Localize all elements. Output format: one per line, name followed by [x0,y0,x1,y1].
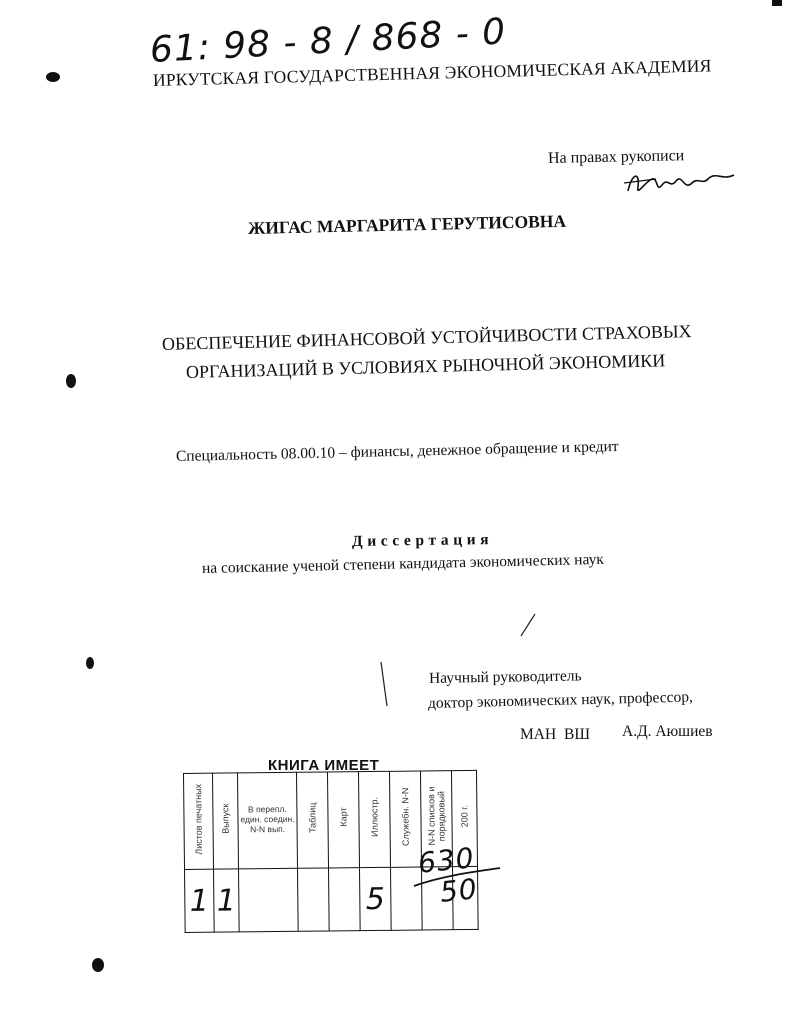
scan-scratch [375,660,395,708]
stamp-value-cell: 5 [360,867,392,930]
stamp-value-cell [298,868,330,931]
rights-note: На правах рукописи [547,147,685,167]
document-type: Диссертация [351,531,494,550]
stamp-value-cell: 1 [214,869,240,932]
handwritten-count-2: 50 [438,872,480,909]
stamp-header-cell: 200 г. [451,770,477,866]
degree-statement: на соискание ученой степени кандидата экономических наук [201,550,605,577]
stamp-header-cell: В перепл. един. соедин. N-N вып. [238,772,298,869]
stamp-title: КНИГА ИМЕЕТ [268,757,380,774]
stamp-header-cell: Таблиц [296,772,328,868]
stamp-header-cell: Иллюстр. [358,771,390,867]
institution-name: ИРКУТСКАЯ ГОСУДАРСТВЕННАЯ ЭКОНОМИЧЕСКАЯ АКАДЕМИЯ [152,55,712,90]
stamp-value-cell [239,868,299,932]
stamp-header-cell: Листов печатных [184,773,214,869]
corner-mark [772,0,782,6]
supervisor-name: А.Д. Аюшиев [622,723,713,740]
stamp-header-cell: Карт [327,772,359,868]
thesis-title-line-1: ОБЕСПЕЧЕНИЕ ФИНАНСОВОЙ УСТОЙЧИВОСТИ СТРАХОВЫХ [161,321,692,354]
signature [622,163,742,203]
punch-mark [92,958,104,972]
supervisor-affiliation: МАН ВШ [520,726,591,743]
supervisor-label: Научный руководитель [428,667,582,687]
handwritten-count-1: 630 [416,841,477,880]
punch-mark [86,657,94,669]
stamp-header-cell: N-N списков и порядковый [420,771,452,867]
stamp-header-cell: Служебн. N-N [389,771,421,867]
specialty: Специальность 08.00.10 – финансы, денежное обращение и кредит [175,437,619,465]
punch-mark [46,72,60,82]
punch-mark [66,374,76,388]
stamp-value-cell [329,868,361,931]
scan-scratch [515,612,539,638]
supervisor-degree: доктор экономических наук, профессор, [427,688,694,712]
author-name: ЖИГАС МАРГАРИТА ГЕРУТИСОВНА [247,210,567,238]
archive-code: 61: 98 - 8 / 868 - 0 [148,11,508,71]
thesis-title-line-2: ОРГАНИЗАЦИЙ В УСЛОВИЯХ РЫНОЧНОЙ ЭКОНОМИКИ [185,350,666,382]
stamp-header-cell: Выпуск [213,773,239,869]
stamp-value-cell: 1 [185,869,215,932]
